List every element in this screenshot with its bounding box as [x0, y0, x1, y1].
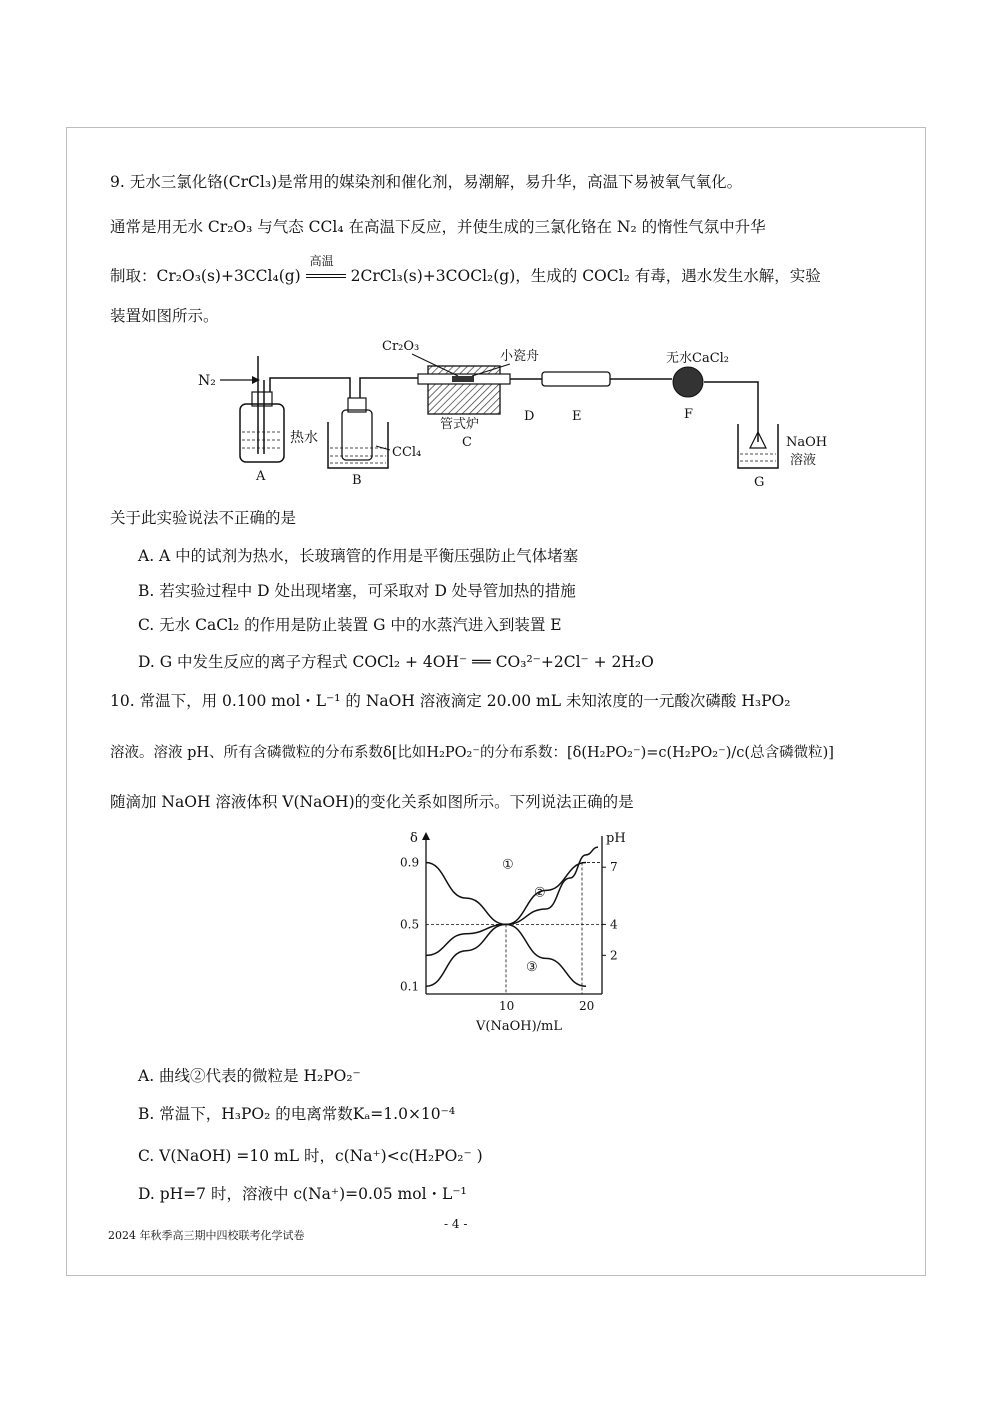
tube-f-g — [704, 382, 758, 442]
label-f: F — [684, 407, 694, 422]
series-label: ① — [502, 857, 514, 873]
label-ccl4: CCl₄ — [392, 445, 422, 460]
label-g: G — [754, 475, 765, 490]
chart-marks — [426, 847, 598, 986]
label-furnace: 管式炉 — [440, 417, 480, 432]
footer-page-number: - 4 - — [444, 1217, 468, 1231]
y-axis-left-label: δ — [410, 831, 418, 846]
tube-b-c — [360, 378, 422, 398]
label-n2: N₂ — [198, 373, 216, 389]
y-right-tick-label: 4 — [610, 917, 618, 932]
reaction-condition: 高温 — [309, 254, 334, 268]
label-b: B — [352, 473, 362, 488]
y-right-tick-label: 7 — [610, 860, 618, 875]
q9-option-d: D. G 中发生反应的离子方程式 COCl₂ + 4OH⁻ ══ CO₃²⁻+2Cl⁻ + 2H₂O — [138, 653, 654, 671]
q9-equation-reactants: 制取：Cr₂O₃(s)+3CCl₄(g) — [110, 267, 301, 285]
q10-option-c: C. V(NaOH) =10 mL 时，c(Na⁺)<c(H₂PO₂⁻ ) — [138, 1147, 483, 1165]
q10-line-3: 随滴加 NaOH 溶液体积 V(NaOH)的变化关系如图所示。下列说法正确的是 — [110, 793, 634, 811]
q10-option-a: A. 曲线②代表的微粒是 H₂PO₂⁻ — [138, 1067, 361, 1085]
q9-line-4: 装置如图所示。 — [110, 307, 219, 325]
apparatus-diagram — [190, 332, 850, 492]
x-tick-label: 10 — [499, 999, 515, 1013]
label-boat: 小瓷舟 — [500, 349, 540, 364]
tube-a-b — [270, 378, 350, 398]
q9-option-b: B. 若实验过程中 D 处出现堵塞，可采取对 D 处导管加热的措施 — [138, 582, 576, 600]
porcelain-boat — [452, 376, 474, 382]
y-right-tick-label: 2 — [610, 948, 618, 963]
q10-line-2: 溶液。溶液 pH、所有含磷微粒的分布系数δ[比如H₂PO₂⁻的分布系数：[δ(H₂PO₂⁻)=c(H₂PO₂⁻)/c(总含磷微粒)] — [110, 745, 834, 761]
y-axis-arrow — [422, 832, 430, 840]
y-left-tick-label: 0.5 — [400, 917, 420, 932]
label-cr2o3: Cr₂O₃ — [382, 339, 420, 354]
label-a: A — [256, 469, 266, 484]
q10-option-d: D. pH=7 时，溶液中 c(Na⁺)=0.05 mol・L⁻¹ — [138, 1185, 467, 1203]
reaction-arrow — [306, 254, 346, 287]
label-naoh: NaOH — [786, 435, 828, 450]
footer-exam-title: 2024 年秋季高三期中四校联考化学试卷 — [108, 1229, 305, 1242]
series-label: ③ — [526, 959, 538, 975]
y-axis-right-label: pH — [606, 831, 626, 846]
drying-tube-f — [673, 367, 703, 397]
x-axis-label: V(NaOH)/mL — [476, 1019, 562, 1034]
q9-question: 关于此实验说法不正确的是 — [110, 509, 297, 527]
q10-option-b: B. 常温下，H₃PO₂ 的电离常数Kₐ=1.0×10⁻⁴ — [138, 1105, 456, 1123]
x-tick-label: 20 — [579, 999, 595, 1013]
q9-line-2: 通常是用无水 Cr₂O₃ 与气态 CCl₄ 在高温下反应，并使生成的三氯化铬在 N₂ 的惰性气氛中升华 — [110, 218, 766, 236]
titration-chart — [390, 826, 640, 1036]
label-hot-water: 热水 — [290, 430, 318, 446]
n2-arrowhead — [252, 376, 260, 384]
q9-option-a: A. A 中的试剂为热水，长玻璃管的作用是平衡压强防止气体堵塞 — [138, 547, 579, 565]
q9-line-3 — [110, 254, 821, 287]
q9-line-1: 9. 无水三氯化铬(CrCl₃)是常用的媒染剂和催化剂，易潮解，易升华，高温下易被氧气氧化。 — [110, 173, 743, 191]
q9-equation-products: 2CrCl₃(s)+3COCl₂(g)，生成的 COCl₂ 有毒，遇水发生水解，实验 — [350, 267, 821, 285]
q10-line-1: 10. 常温下，用 0.100 mol・L⁻¹ 的 NaOH 溶液滴定 20.00 mL 未知浓度的一元酸次磷酸 H₃PO₂ — [110, 692, 791, 710]
label-c: C — [462, 435, 472, 450]
bottle-a — [240, 404, 284, 462]
label-solution: 溶液 — [790, 453, 817, 468]
q9-option-c: C. 无水 CaCl₂ 的作用是防止装置 G 中的水蒸汽进入到装置 E — [138, 616, 562, 634]
equals-sign — [306, 274, 346, 278]
label-d: D — [524, 409, 535, 424]
y-left-tick-label: 0.9 — [400, 855, 420, 870]
collector-e — [542, 372, 610, 386]
label-e: E — [572, 409, 582, 424]
flask-b — [342, 410, 372, 460]
beaker-b — [328, 422, 388, 468]
tube-furnace — [428, 366, 500, 414]
y-left-tick-label: 0.1 — [400, 979, 420, 994]
series-label: ② — [534, 885, 546, 901]
label-cacl2: 无水CaCl₂ — [666, 351, 730, 366]
